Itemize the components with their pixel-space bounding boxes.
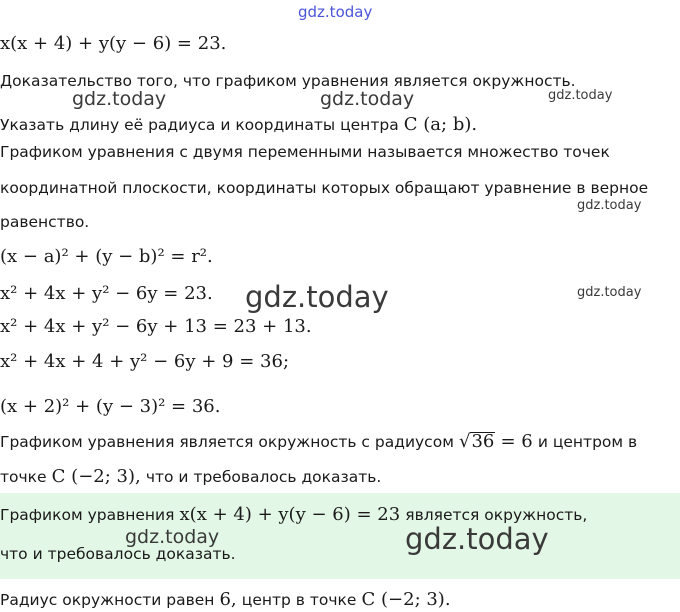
watermark-5: gdz.today	[245, 280, 389, 314]
step-2: x² + 4x + y² − 6y + 13 = 23 + 13.	[0, 316, 312, 337]
conclusion-text: Графиком уравнения является окружность с радиусом	[0, 433, 454, 451]
given-equation: x(x + 4) + y(y − 6) = 23.	[0, 33, 227, 54]
watermark-6: gdz.today	[577, 285, 642, 300]
radius-task	[0, 114, 477, 135]
center-text: центр в точке	[241, 591, 357, 609]
step-3: x² + 4x + 4 + y² − 6y + 9 = 36;	[0, 351, 290, 372]
watermark-7: gdz.today	[125, 526, 220, 548]
radius-value: 6,	[219, 589, 237, 610]
step-4: (x + 2)² + (y − 3)² = 36.	[0, 396, 221, 417]
proof-task: Доказательство того, что графиком уравнения является окружность.	[0, 72, 576, 90]
conclusion-line-1: Графиком уравнения является окружность с радиусом √36 = 6 и центром в	[0, 431, 638, 452]
answer-line-3	[0, 589, 451, 610]
answer-line-2: что и требовалось доказать.	[0, 545, 236, 563]
watermark-2: gdz.today	[320, 88, 415, 110]
conclusion-equals: = 6	[500, 431, 533, 452]
conclusion-end: что и требовалось доказать.	[145, 468, 382, 486]
definition-line-2: координатной плоскости, координаты которых обращают уравнение в верное	[0, 179, 649, 197]
watermark-8: gdz.today	[405, 522, 549, 556]
conclusion-tail: и центром в	[537, 433, 638, 451]
conclusion-line-2	[0, 466, 381, 487]
conclusion-point: C (−2; 3),	[51, 466, 141, 487]
radius-task-math: C (a; b).	[403, 114, 478, 135]
radius-text: Радиус окружности равен	[0, 591, 215, 609]
watermark-top: gdz.today	[298, 3, 373, 21]
answer-text: Графиком уравнения	[0, 506, 175, 524]
answer-tail: является окружность,	[405, 506, 588, 524]
step-1: x² + 4x + y² − 6y = 23.	[0, 283, 213, 304]
watermark-3: gdz.today	[548, 88, 613, 103]
circle-equation: (x − a)² + (y − b)² = r².	[0, 246, 213, 267]
watermark-1: gdz.today	[72, 88, 167, 110]
answer-equation: x(x + 4) + y(y − 6) = 23	[179, 504, 401, 525]
watermark-4: gdz.today	[577, 198, 642, 213]
center-point: C (−2; 3).	[361, 589, 451, 610]
definition-line-3: равенство.	[0, 213, 90, 231]
definition-line-1: Графиком уравнения с двумя переменными называется множество точек	[0, 143, 610, 161]
sqrt-radicand: 36	[471, 431, 495, 452]
conclusion-point-prefix: точке	[0, 468, 47, 486]
radius-task-text: Указать длину её радиуса и координаты центра	[0, 116, 399, 134]
